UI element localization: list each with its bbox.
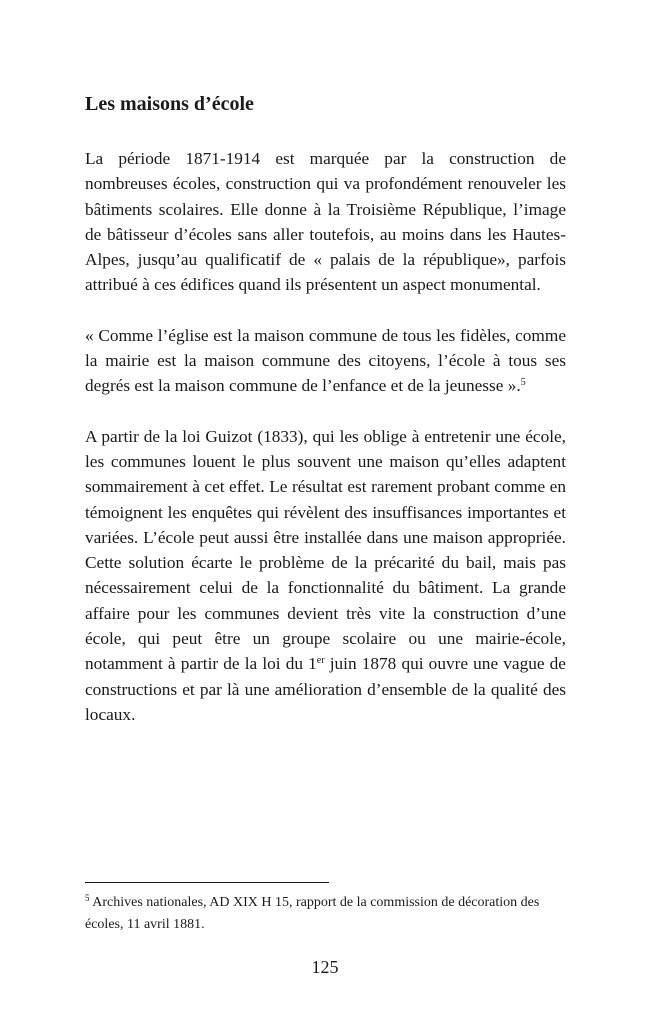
ordinal-superscript: er: [316, 655, 325, 667]
page-body: [85, 90, 566, 752]
footnote: [85, 892, 566, 935]
paragraph-history: [85, 424, 566, 728]
paragraph-intro: La période 1871-1914 est marquée par la construction de nombreuses écoles, construction qui va profondément renouveler les bâtiments scolaires. Elle donne à la Troisième République, l’image de bâtisseur d’écoles sans aller toutefois, au moins dans les Hautes-Alpes, jusqu’au qualificatif de « palais de la république», parfois attribué à ces édifices quand ils présentent un aspect monumental.: [85, 149, 566, 295]
section-heading: Les maisons d’école: [85, 93, 254, 115]
paragraph-history-part2: juin 1878 qui ouvre une vague de constructions et par là une amélioration d’ensemble de la qualité des locaux.: [85, 654, 566, 724]
paragraph-quote: [85, 323, 566, 399]
footnote-divider: [85, 882, 329, 883]
footnote-reference[interactable]: 5: [520, 377, 526, 389]
footnote-text: Archives nationales, AD XIX H 15, rapport de la commission de décoration des écoles, 11 avril 1881.: [85, 895, 540, 932]
footnote-number: 5: [85, 893, 90, 903]
quote-text: « Comme l’église est la maison commune de tous les fidèles, comme la mairie est la maison commune des citoyens, l’école à tous ses degrés est la maison commune de l’enfance et de la jeunesse ».: [85, 325, 566, 396]
paragraph-history-part1: A partir de la loi Guizot (1833), qui les oblige à entretenir une école, les communes louent le plus souvent une maison qu’elles adaptent sommairement à cet effet. Le résultat est rarement probant comme en témoignent les enquêtes qui révèlent des insuffisances importantes et variées. L’école peut aussi être installée dans une maison appropriée. Cette solution écarte le problème de la précarité du bail, mais pas nécessairement celui de la fonctionnalité du bâtiment. La grande affaire pour les communes devient très vite la construction d’une école, qui peut être un groupe scolaire ou une mairie-école, notamment à partir de la loi du 1: [85, 426, 566, 674]
page-number: 125: [311, 957, 339, 977]
